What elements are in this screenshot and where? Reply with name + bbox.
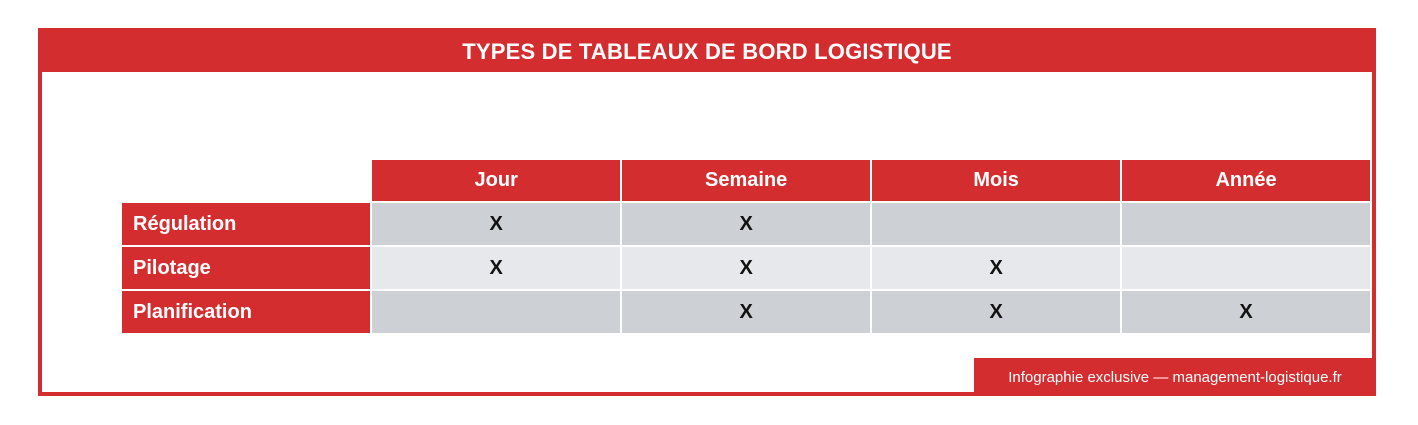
table-cell xyxy=(872,203,1120,245)
infographic-frame xyxy=(38,28,1376,396)
source-credit: Infographie exclusive — management-logistique.fr xyxy=(974,358,1376,396)
table-cell: X xyxy=(372,203,620,245)
table-cell: X xyxy=(872,291,1120,333)
column-header-jour: Jour xyxy=(372,160,620,201)
table-corner xyxy=(122,160,370,201)
infographic-title: TYPES DE TABLEAUX DE BORD LOGISTIQUE xyxy=(42,32,1372,72)
table-row-regulation xyxy=(122,203,1370,245)
dashboard-types-table xyxy=(120,158,1372,335)
table-cell: X xyxy=(872,247,1120,289)
table-cell xyxy=(372,291,620,333)
table-cell: X xyxy=(622,203,870,245)
column-header-semaine: Semaine xyxy=(622,160,870,201)
table-row-pilotage xyxy=(122,247,1370,289)
table-cell: X xyxy=(372,247,620,289)
row-header-planification: Planification xyxy=(122,291,370,333)
table-cell: X xyxy=(622,247,870,289)
table-row-planification xyxy=(122,291,1370,333)
table-cell xyxy=(1122,203,1370,245)
row-header-pilotage: Pilotage xyxy=(122,247,370,289)
column-header-annee: Année xyxy=(1122,160,1370,201)
table-cell: X xyxy=(1122,291,1370,333)
table-cell xyxy=(1122,247,1370,289)
row-header-regulation: Régulation xyxy=(122,203,370,245)
table-cell: X xyxy=(622,291,870,333)
table-header-row xyxy=(122,160,1370,201)
column-header-mois: Mois xyxy=(872,160,1120,201)
